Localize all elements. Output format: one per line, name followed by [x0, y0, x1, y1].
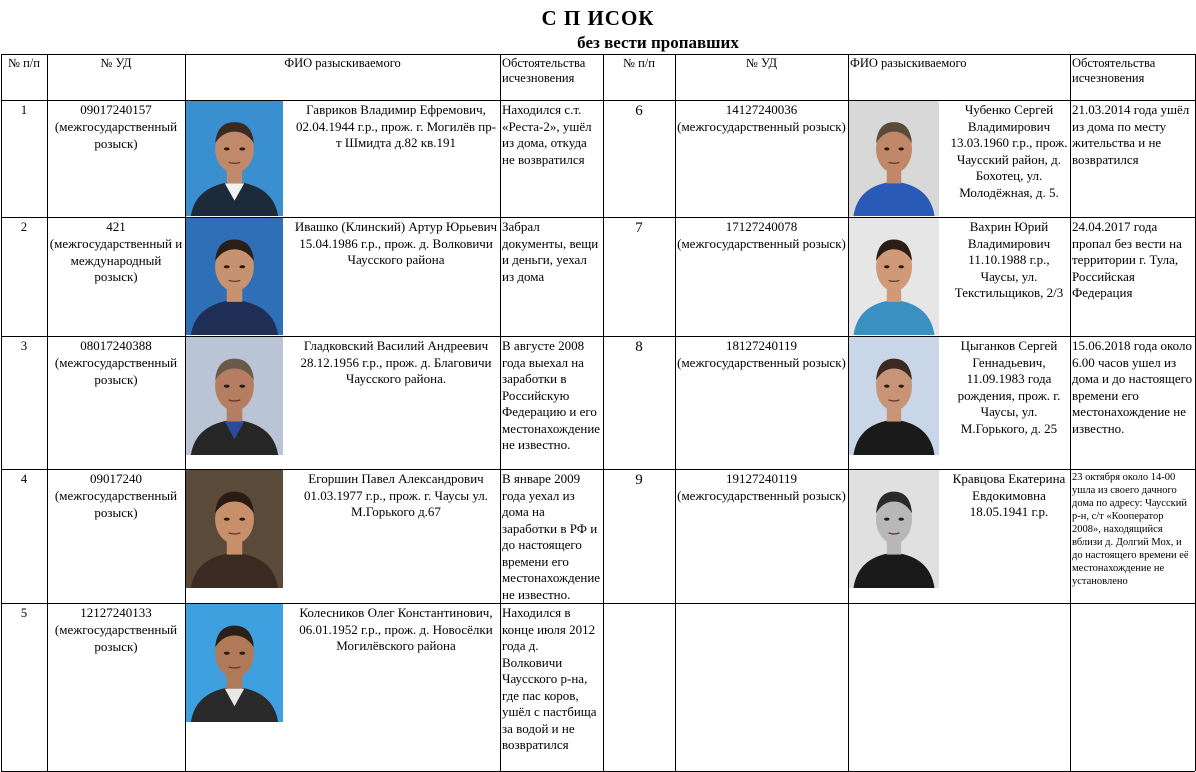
table-vline [1, 54, 2, 771]
header-case: № УД [100, 56, 132, 70]
table-vline [603, 54, 604, 771]
header-circumstances: Обстоятельства исчезновения [502, 56, 586, 85]
disappearance-circumstances: 23 октября около 14-00 ушла из своего дачного дома по адресу: Чаусский р-н, с/т «Кооператор 2008», находящийся вблизи д. Долгий Мох, и до настоящего времени её местонахождение не установлено [1072, 472, 1189, 587]
person-photo [849, 101, 939, 216]
person-photo [849, 470, 939, 588]
row-number: 9 [635, 472, 643, 488]
disappearance-circumstances: 15.06.2018 года около 6.00 часов ушел из дома и до настоящего времени его местонахождение не известно. [1072, 338, 1193, 436]
header-name: ФИО разыскиваемого [284, 56, 401, 70]
header-case: № УД [745, 56, 778, 70]
table-hline [1, 603, 1195, 604]
row-number: 1 [20, 103, 28, 117]
person-name-details: Цыганков Сергей Геннадьевич, 11.09.1983 года рождения, прож. г. Чаусы, ул. М.Горького, д. 25 [957, 338, 1061, 436]
person-name-details: Егоршин Павел Александрович 01.03.1977 г.р., прож. г. Чаусы ул. М.Горького д.67 [303, 471, 489, 519]
disappearance-circumstances: 24.04.2017 года пропал без вести на территории г. Тула, Российская Федерация [1072, 219, 1182, 300]
search-type: (межгосударственный розыск) [677, 355, 846, 370]
person-name-details: Колесников Олег Константинович, 06.01.1952 г.р., прож. д. Новосёлки Могилёвского района [299, 605, 493, 653]
person-name-details: Гладковский Василий Андреевич 28.12.1956 г.р., прож. д. Благовичи Чаусского района. [300, 338, 492, 386]
header-circumstances: Обстоятельства исчезновения [1072, 56, 1156, 85]
search-type: (межгосударственный розыск) [54, 119, 178, 151]
row-number: 6 [635, 103, 643, 119]
disappearance-circumstances: 21.03.2014 года ушёл из дома по месту жительства и не возвратился [1072, 102, 1190, 167]
case-number: 09017240 [90, 471, 142, 486]
person-name-details: Гавриков Владимир Ефремович, 02.04.1944 г.р., прож. г. Могилёв пр-т Шмидта д.82 кв.191 [295, 102, 497, 150]
person-photo [849, 337, 939, 455]
table-hline [1, 469, 1195, 470]
person-photo [186, 604, 283, 722]
row-number: 8 [635, 339, 643, 355]
row-number: 5 [20, 606, 28, 620]
case-number: 12127240133 [80, 605, 152, 620]
person-name-details: Чубенко Сергей Владимирович 13.03.1960 г.р., прож. Чаусский район, д. Бохотец, ул. Молодёжная, д. 5. [950, 102, 1068, 200]
search-type: (межгосударственный и международный розыск) [49, 236, 183, 284]
disappearance-circumstances: Находился в конце июля 2012 года д. Волковичи Чаусского р-на, где пас коров, ушёл с пастбища за водой и не возвратился [502, 605, 597, 752]
search-type: (межгосударственный розыск) [54, 488, 178, 520]
disappearance-circumstances: В августе 2008 года выехал на заработки в Российскую Федерацию и его местонахождение не известно. [502, 338, 601, 452]
header-num: № п/п [8, 56, 40, 70]
person-photo [849, 218, 939, 335]
row-number: 4 [20, 472, 28, 486]
table-hline [1, 217, 1195, 218]
search-type: (межгосударственный розыск) [677, 488, 846, 503]
search-type: (межгосударственный розыск) [54, 355, 178, 387]
person-photo [186, 337, 283, 455]
person-name-details: Вахрин Юрий Владимирович 11.10.1988 г.р., Чаусы, ул. Текстильщиков, 2/3 [954, 219, 1064, 300]
person-name-details: Кравцова Екатерина Евдокимовна 18.05.1941 г.р. [952, 471, 1066, 519]
case-number: 09017240157 [80, 102, 152, 117]
case-number: 19127240119 [725, 471, 798, 486]
person-photo [186, 218, 283, 335]
search-type: (межгосударственный розыск) [54, 622, 178, 654]
table-hline [1, 100, 1195, 101]
person-name-details: Ивашко (Клинский) Артур Юрьевич 15.04.1986 г.р., прож. д. Волковичи Чаусского района [294, 219, 498, 267]
header-num: № п/п [623, 56, 655, 70]
case-number: 421 [106, 219, 126, 234]
row-number: 7 [635, 220, 643, 236]
case-number: 17127240078 [725, 219, 798, 234]
table-hline [1, 336, 1195, 337]
header-name: ФИО разыскиваемого [850, 56, 967, 70]
search-type: (межгосударственный розыск) [677, 236, 846, 251]
page-subtitle: без вести пропавших [577, 33, 739, 52]
page-title: С П ИСОК [541, 6, 655, 30]
row-number: 3 [20, 339, 28, 353]
disappearance-circumstances: В январе 2009 года уехал из дома на заработки в РФ и до настоящего времени его местонахождение не известно. [502, 471, 601, 601]
disappearance-circumstances: Забрал документы, вещи и деньги, уехал из дома [502, 219, 599, 284]
case-number: 08017240388 [80, 338, 152, 353]
person-photo [186, 470, 283, 588]
case-number: 14127240036 [725, 102, 798, 117]
row-number: 2 [20, 220, 28, 234]
search-type: (межгосударственный розыск) [677, 119, 846, 134]
table-vline [500, 54, 501, 771]
case-number: 18127240119 [725, 338, 798, 353]
table-hline [1, 54, 1195, 55]
disappearance-circumstances: Находился с.т. «Реста-2», ушёл из дома, откуда не возвратился [502, 102, 592, 167]
table-vline [1070, 54, 1071, 771]
person-photo [186, 101, 283, 216]
